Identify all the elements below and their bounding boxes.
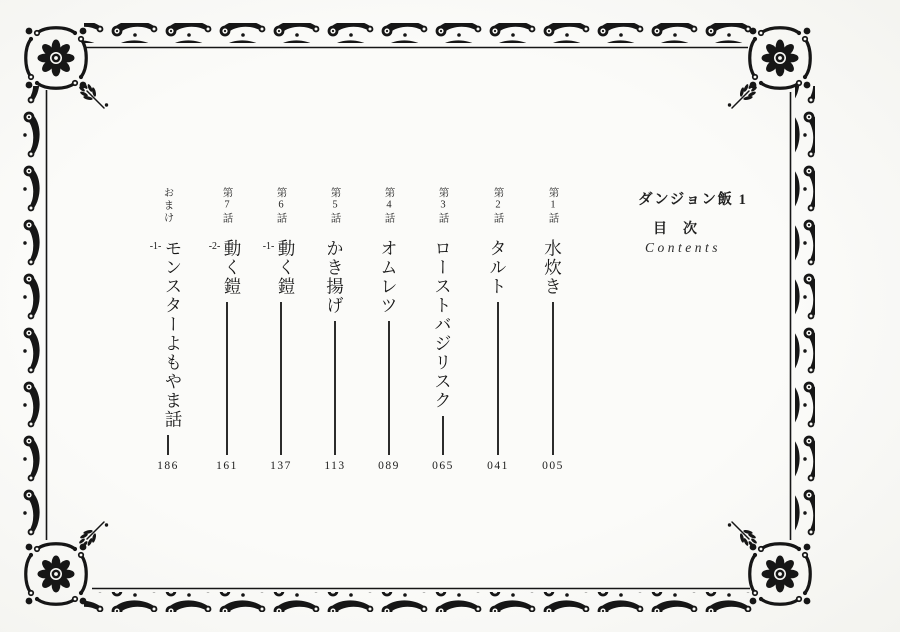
- chapter-label: 第5話: [329, 187, 341, 225]
- chapter-label: おまけ: [162, 187, 174, 225]
- chapter-part-number: -1-: [262, 241, 275, 252]
- page-number: 041: [487, 460, 509, 472]
- chapter-title: かき揚げ: [324, 239, 345, 315]
- chapter-part-number: -1-: [149, 241, 162, 252]
- leader-line: [334, 321, 335, 455]
- toc-entry-ch4: [367, 187, 411, 472]
- chapter-label: 第6話: [275, 187, 287, 225]
- leader-line: [497, 302, 498, 455]
- page-number: 113: [324, 460, 346, 472]
- page-number: 065: [432, 460, 454, 472]
- toc-entry-ch1: [531, 187, 575, 472]
- toc-entry-omake: [146, 187, 190, 472]
- leader-line: [552, 302, 553, 455]
- page-number: 186: [157, 460, 179, 472]
- flower-rosette-icon: [26, 28, 811, 605]
- toc-heading: 目次: [653, 222, 713, 237]
- toc-entry-ch7: [205, 187, 249, 472]
- chapter-label: 第4話: [383, 187, 395, 225]
- chapter-label: 第2話: [492, 187, 504, 225]
- chapter-label: 第7話: [221, 187, 233, 225]
- chapter-title: モンスターよもやま話 -1-: [149, 239, 183, 429]
- page-number: 137: [270, 460, 292, 472]
- chapter-title: 水炊き: [542, 239, 563, 296]
- chapter-title: オムレツ: [378, 239, 399, 315]
- page-number: 005: [542, 460, 564, 472]
- toc-entry-ch2: [476, 187, 520, 472]
- leader-line: [280, 302, 281, 455]
- chapter-title: 動く鎧 -2-: [208, 239, 242, 296]
- chapter-title: タルト: [487, 239, 508, 296]
- toc-entry-ch3: [421, 187, 465, 472]
- page-number: 089: [378, 460, 400, 472]
- chapter-label: 第1話: [547, 187, 559, 225]
- chapter-title: 動く鎧 -1-: [262, 239, 296, 296]
- leader-line: [167, 435, 168, 455]
- scroll-wave-icon: [22, 23, 815, 612]
- chapter-title: ローストバジリスク: [432, 239, 453, 410]
- chapter-part-number: -2-: [208, 241, 221, 252]
- toc-heading-english: Contents: [645, 240, 722, 255]
- toc-entry-ch5: [313, 187, 357, 472]
- series-title: ダンジョン飯 1: [638, 192, 748, 208]
- page-number: 161: [216, 460, 238, 472]
- leader-line: [226, 302, 227, 455]
- chapter-label: 第3話: [437, 187, 449, 225]
- toc-entry-ch6: [259, 187, 303, 472]
- leader-line: [442, 416, 443, 455]
- leader-line: [388, 321, 389, 455]
